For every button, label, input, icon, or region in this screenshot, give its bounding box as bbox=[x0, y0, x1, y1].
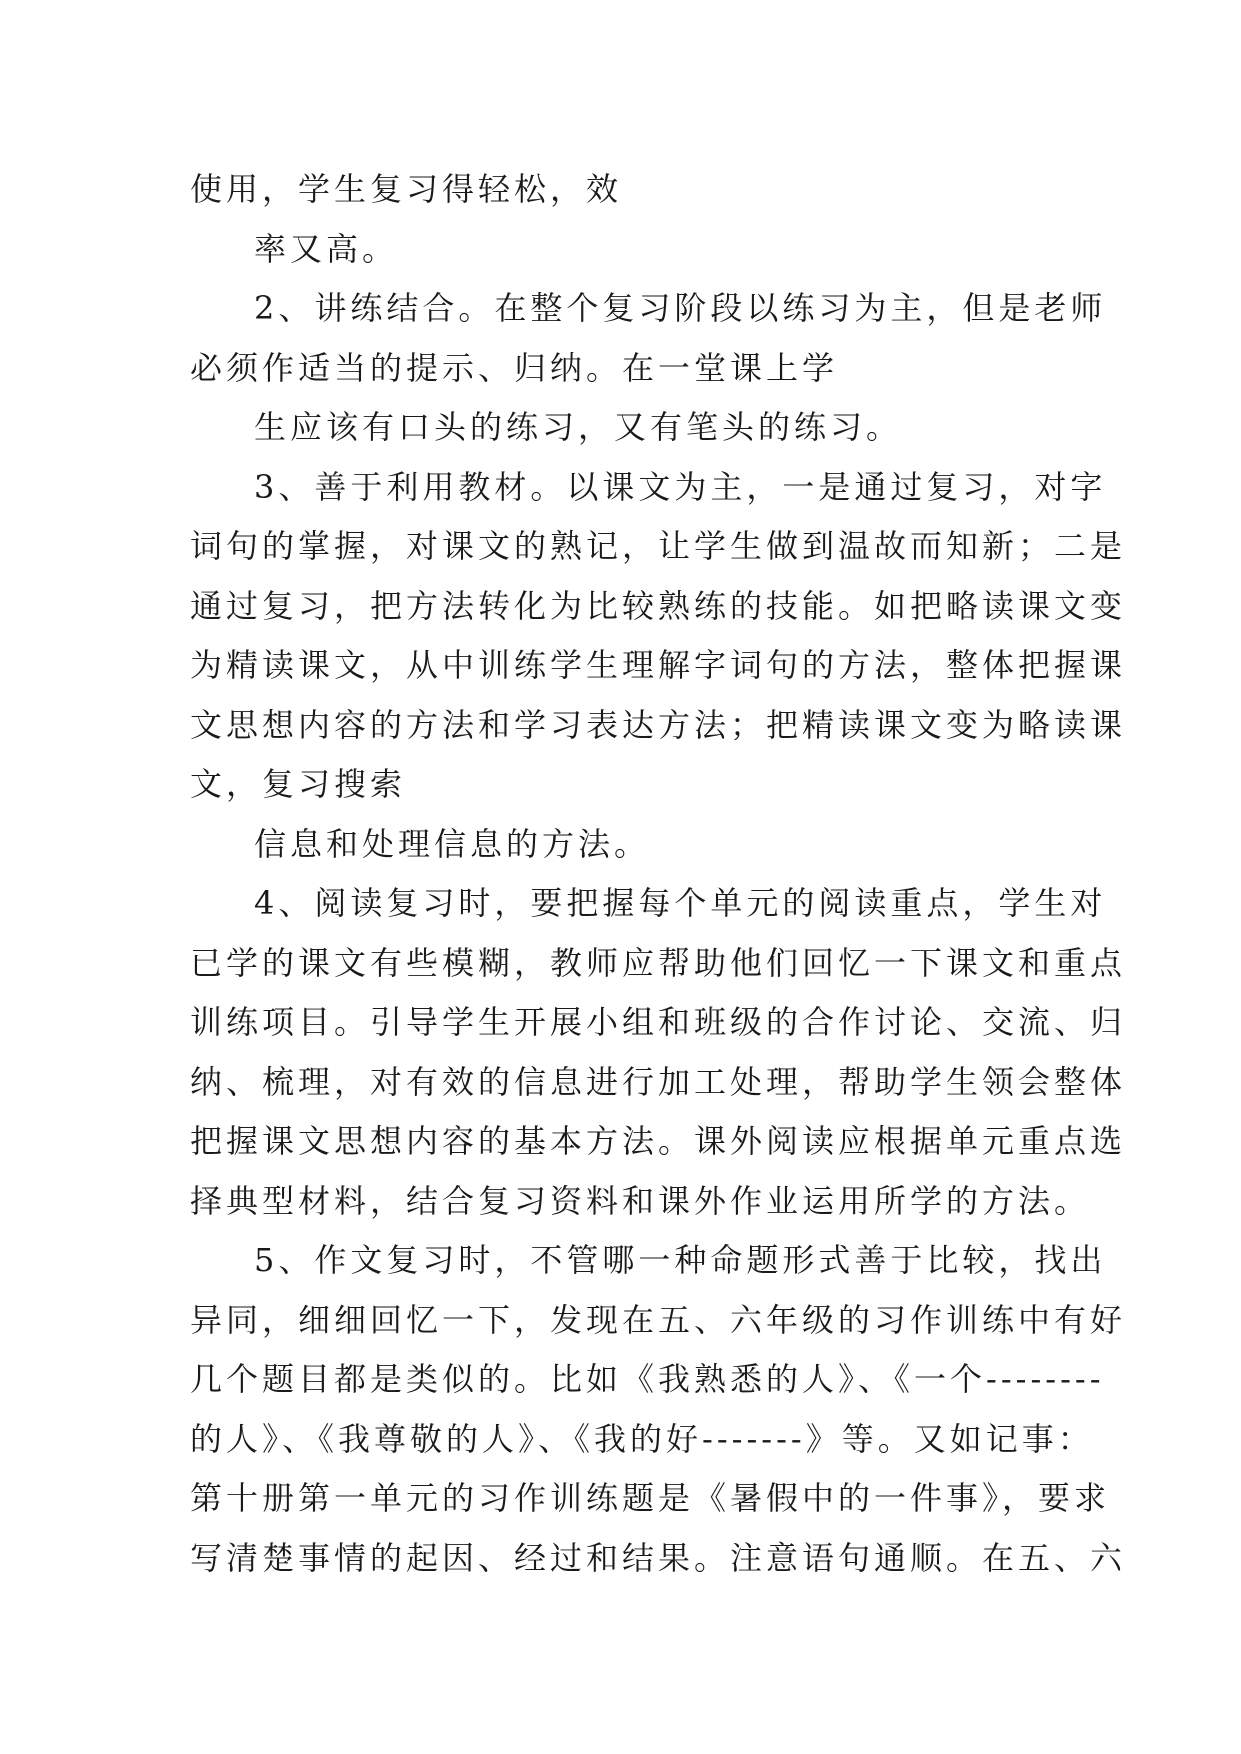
text-line: 异同，细细回忆一下，发现在五、六年级的习作训练中有好 bbox=[190, 1300, 1127, 1339]
text-line: 词句的掌握，对课文的熟记，让学生做到温故而知新；二是 bbox=[190, 527, 1127, 565]
text-line: 的人》、《我尊敬的人》、《我的好-------》等。又如记事： bbox=[190, 1419, 1094, 1458]
text-line: 已学的课文有些模糊，教师应帮助他们回忆一下课文和重点 bbox=[190, 943, 1127, 982]
paragraph-start-line: 3、善于利用教材。以课文为主，一是通过复习，对字 bbox=[254, 467, 1107, 506]
text-line: 几个题目都是类似的。比如《我熟悉的人》、《一个-------- bbox=[190, 1360, 1105, 1398]
paragraph-start-line: 4、阅读复习时，要把握每个单元的阅读重点，学生对 bbox=[254, 884, 1107, 922]
paragraph-start-line: 2、讲练结合。在整个复习阶段以练习为主，但是老师 bbox=[254, 289, 1107, 327]
text-line: 把握课文思想内容的基本方法。课外阅读应根据单元重点选 bbox=[190, 1122, 1127, 1160]
text-line: 文，复习搜索 bbox=[190, 765, 407, 803]
text-line: 为精读课文，从中训练学生理解字词句的方法，整体把握课 bbox=[190, 646, 1127, 684]
text-line: 使用，学生复习得轻松，效 bbox=[190, 170, 623, 208]
text-line: 率又高。 bbox=[254, 229, 399, 268]
text-line: 择典型材料，结合复习资料和课外作业运用所学的方法。 bbox=[190, 1181, 1091, 1220]
text-line: 纳、梳理，对有效的信息进行加工处理，帮助学生领会整体 bbox=[190, 1062, 1127, 1101]
text-line: 通过复习，把方法转化为比较熟练的技能。如把略读课文变 bbox=[190, 586, 1127, 625]
text-line: 第十册第一单元的习作训练题是《暑假中的一件事》，要求 bbox=[190, 1479, 1111, 1517]
text-line: 生应该有口头的练习，又有笔头的练习。 bbox=[254, 408, 903, 446]
text-line: 文思想内容的方法和学习表达方法；把精读课文变为略读课 bbox=[190, 705, 1127, 744]
text-line: 信息和处理信息的方法。 bbox=[254, 824, 651, 863]
body-text bbox=[190, 160, 1127, 1588]
text-line: 写清楚事情的起因、经过和结果。注意语句通顺。在五、六 bbox=[190, 1538, 1127, 1577]
text-line: 必须作适当的提示、归纳。在一堂课上学 bbox=[190, 348, 839, 387]
paragraph-start-line: 5、作文复习时，不管哪一种命题形式善于比较，找出 bbox=[254, 1241, 1107, 1279]
text-line: 训练项目。引导学生开展小组和班级的合作讨论、交流、归 bbox=[190, 1003, 1127, 1041]
